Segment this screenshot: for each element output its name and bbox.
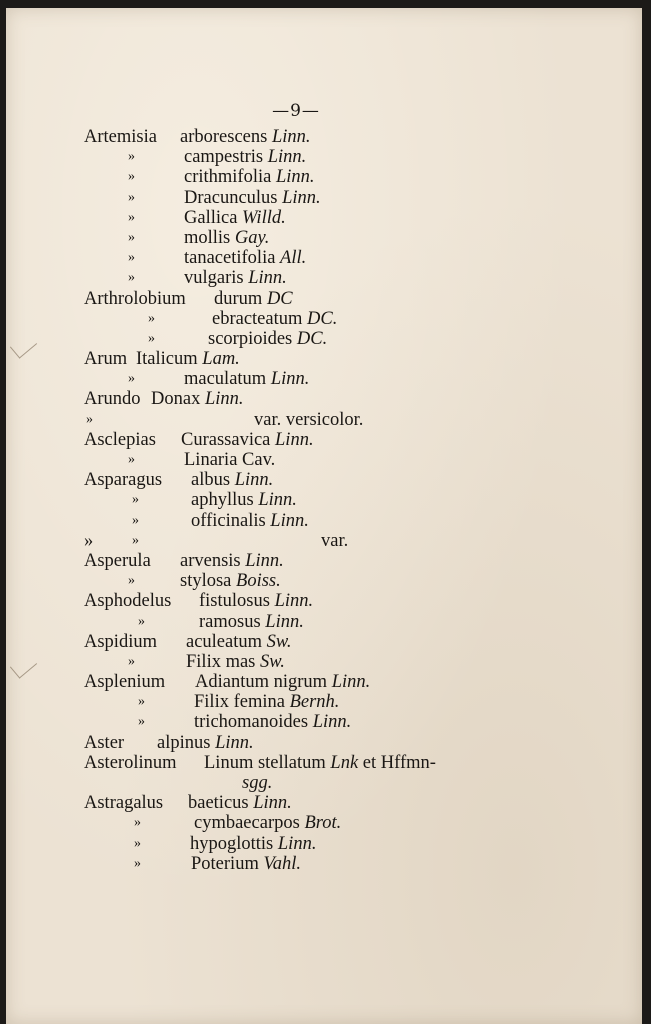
author-abbreviation: Linn. — [270, 510, 309, 531]
author-abbreviation: Linn. — [258, 490, 297, 511]
genus-name: Artemisia — [84, 127, 157, 147]
species-epithet: Linum stellatum — [204, 752, 326, 773]
species-epithet-group — [136, 349, 240, 369]
species-epithet: scorpioides — [208, 328, 293, 349]
author-abbreviation: Linn. — [270, 369, 310, 390]
genus-name: Arthrolobium — [84, 288, 186, 309]
list-item — [76, 470, 526, 490]
author-abbreviation: Linn. — [267, 147, 307, 168]
author-abbreviation: DC. — [307, 308, 338, 329]
ditto-mark: » — [128, 452, 135, 467]
species-epithet-group — [184, 188, 321, 208]
list-item — [76, 349, 526, 369]
genus-name: Astragalus — [84, 793, 164, 814]
ditto-mark: » — [148, 310, 155, 326]
species-epithet: cymbaecarpos — [194, 813, 300, 834]
list-item — [76, 652, 526, 672]
author-abbreviation: Lnk — [330, 752, 359, 773]
species-epithet: stylosa — [180, 571, 232, 592]
list-item — [76, 228, 526, 248]
list-item — [76, 389, 526, 409]
species-epithet: mollis — [184, 227, 231, 248]
genus-name: Arundo — [84, 389, 141, 410]
author-abbreviation: Linn. — [275, 167, 315, 188]
species-epithet-group — [84, 531, 93, 551]
species-epithet-group — [199, 591, 313, 611]
list-item — [76, 571, 526, 591]
genus-name: Asperula — [84, 550, 151, 571]
species-epithet-group — [151, 389, 244, 409]
species-epithet-group — [191, 470, 273, 490]
ditto-mark: » — [128, 149, 135, 165]
list-item — [76, 632, 526, 652]
species-epithet: hypoglottis — [190, 833, 274, 854]
entry-note: var. versicolor. — [254, 409, 364, 430]
entry-note: sgg. — [242, 773, 273, 793]
genus-name: Aspidium — [84, 631, 157, 652]
ditto-mark: » — [138, 714, 145, 730]
author-abbreviation: Linn. — [274, 591, 314, 612]
species-epithet: arborescens — [180, 127, 268, 147]
genus-name: Asterolinum — [84, 752, 177, 773]
species-epithet: durum — [214, 288, 263, 309]
species-epithet: Poterium — [191, 853, 259, 874]
list-item — [76, 450, 526, 470]
species-epithet: Italicum — [136, 349, 198, 370]
ditto-mark: » — [128, 573, 135, 589]
species-epithet: trichomanoides — [194, 712, 309, 733]
list-item — [76, 188, 526, 208]
list-item — [76, 490, 526, 510]
genus-name: Aster — [84, 732, 125, 753]
ditto-mark: » — [134, 835, 141, 851]
author-abbreviation: Linn. — [248, 268, 287, 289]
list-item — [76, 511, 526, 531]
author-abbreviation: Brot. — [304, 813, 342, 834]
genus-name: Asplenium — [84, 672, 166, 693]
author-abbreviation: Sw. — [266, 631, 292, 652]
genus-name: Arum — [84, 349, 128, 370]
list-item — [76, 430, 526, 450]
list-item — [76, 733, 526, 753]
page-edge-mark — [10, 332, 37, 358]
species-epithet-group — [180, 127, 311, 147]
entry-note: Cav. — [242, 450, 276, 470]
list-item — [76, 612, 526, 632]
ditto-mark: » — [128, 229, 135, 245]
species-epithet: Filix mas — [186, 651, 256, 672]
ditto-mark: » — [132, 492, 139, 508]
ditto-mark: » — [134, 815, 141, 831]
species-epithet-group — [194, 813, 341, 833]
list-item — [76, 167, 526, 187]
species-epithet-group — [180, 551, 284, 571]
ditto-mark: » — [132, 532, 139, 548]
species-epithet: officinalis — [191, 510, 266, 531]
list-item — [76, 369, 526, 389]
species-epithet: Linaria — [184, 450, 238, 470]
species-epithet: » — [84, 530, 94, 551]
species-list — [76, 127, 526, 874]
list-item — [76, 531, 526, 551]
species-epithet-group — [194, 712, 351, 732]
species-epithet-group — [188, 793, 292, 813]
author-abbreviation: Linn. — [271, 127, 311, 147]
species-epithet: Gallica — [184, 207, 238, 228]
ditto-mark: » — [138, 613, 145, 629]
species-epithet-group — [208, 329, 327, 349]
ditto-mark: » — [86, 411, 93, 427]
entry-note: et Hffmn- — [362, 752, 436, 773]
list-item — [76, 248, 526, 268]
species-epithet: aphyllus — [191, 490, 254, 511]
species-epithet-group — [184, 369, 309, 389]
species-epithet-group — [184, 268, 287, 288]
species-epithet: arvensis — [180, 550, 241, 571]
list-item — [76, 813, 526, 833]
species-epithet: Filix femina — [194, 692, 285, 713]
species-epithet: Donax — [151, 389, 201, 410]
species-epithet-group — [186, 652, 285, 672]
genus-name: Asphodelus — [84, 591, 172, 612]
species-epithet-group — [199, 612, 304, 632]
species-epithet-group — [214, 289, 293, 309]
list-item — [76, 793, 526, 813]
author-abbreviation: Linn. — [215, 732, 254, 753]
page-number: —9— — [272, 101, 320, 121]
list-item — [76, 127, 526, 147]
species-epithet: ramosus — [199, 611, 261, 632]
ditto-mark: » — [128, 250, 135, 266]
species-epithet-group — [186, 632, 291, 652]
species-epithet: Curassavica — [181, 429, 271, 450]
author-abbreviation: Linn. — [312, 712, 352, 733]
list-item — [76, 591, 526, 611]
ditto-mark: » — [128, 270, 135, 286]
list-item — [76, 309, 526, 329]
author-abbreviation: Linn. — [282, 187, 321, 208]
author-abbreviation: Linn. — [331, 672, 371, 693]
species-epithet-group — [190, 834, 316, 854]
list-item — [76, 329, 526, 349]
species-epithet: aculeatum — [186, 631, 263, 652]
author-abbreviation: Linn. — [245, 550, 284, 571]
species-epithet: alpinus — [157, 732, 211, 753]
genus-name: Asclepias — [84, 429, 156, 450]
species-epithet-group — [180, 571, 281, 591]
author-abbreviation: Boiss. — [236, 571, 281, 592]
author-abbreviation: Linn. — [253, 793, 292, 814]
ditto-mark: » — [128, 653, 135, 669]
author-abbreviation: Willd. — [242, 207, 286, 228]
species-epithet-group — [184, 167, 315, 187]
species-epithet: campestris — [184, 147, 264, 168]
species-epithet: albus — [191, 470, 231, 491]
species-epithet-group — [191, 854, 301, 874]
ditto-mark: » — [128, 189, 135, 205]
species-epithet: maculatum — [184, 369, 267, 390]
ditto-mark: » — [132, 512, 139, 528]
species-epithet: vulgaris — [184, 268, 244, 289]
author-abbreviation: Bernh. — [289, 692, 340, 713]
ditto-mark: » — [134, 855, 141, 871]
ditto-mark: » — [138, 694, 145, 710]
species-epithet: baeticus — [188, 793, 249, 814]
species-epithet-group — [184, 228, 269, 248]
list-item — [76, 672, 526, 692]
list-item — [76, 712, 526, 732]
list-item — [76, 410, 526, 430]
genus-name: Asparagus — [84, 470, 163, 491]
species-epithet-group — [184, 450, 275, 470]
ditto-mark: » — [128, 371, 135, 387]
ditto-mark: » — [128, 169, 135, 185]
species-epithet: tanacetifolia — [184, 248, 276, 269]
list-item — [76, 208, 526, 228]
species-epithet: ebracteatum — [212, 308, 303, 329]
list-item — [76, 551, 526, 571]
entry-note: var. — [321, 530, 349, 551]
list-item — [76, 854, 526, 874]
species-epithet-group — [195, 672, 370, 692]
species-epithet-group — [204, 753, 436, 773]
species-epithet-group — [191, 511, 309, 531]
author-abbreviation: DC. — [296, 328, 328, 349]
author-abbreviation: Linn. — [277, 833, 317, 854]
species-epithet-group — [184, 147, 306, 167]
ditto-mark: » — [128, 209, 135, 225]
species-epithet-group — [184, 248, 306, 268]
page-edge-mark — [10, 652, 37, 678]
list-item — [76, 289, 526, 309]
author-abbreviation: Vahl. — [263, 853, 301, 874]
author-abbreviation: All. — [280, 248, 307, 269]
list-item — [76, 147, 526, 167]
author-abbreviation: Linn. — [204, 389, 244, 410]
list-item — [76, 268, 526, 288]
species-epithet-group — [181, 430, 314, 450]
species-epithet-group — [194, 692, 339, 712]
author-abbreviation: Sw. — [260, 651, 285, 672]
author-abbreviation: Linn. — [265, 611, 304, 632]
species-epithet-group — [184, 208, 286, 228]
ditto-mark: » — [148, 330, 155, 346]
species-epithet: crithmifolia — [184, 167, 272, 188]
species-epithet: Dracunculus — [184, 187, 278, 208]
author-abbreviation: Linn. — [234, 470, 274, 491]
list-item — [76, 753, 526, 773]
list-item — [76, 692, 526, 712]
author-abbreviation: DC — [266, 288, 293, 309]
species-epithet: fistulosus — [199, 591, 270, 612]
author-abbreviation: Gay. — [234, 227, 270, 248]
list-item — [76, 773, 526, 793]
species-epithet: Adiantum nigrum — [195, 672, 328, 693]
species-epithet-group — [212, 309, 337, 329]
species-epithet-group — [191, 490, 297, 510]
species-epithet-group — [157, 733, 254, 753]
author-abbreviation: Lam. — [202, 349, 240, 370]
author-abbreviation: Linn. — [275, 429, 314, 450]
list-item — [76, 834, 526, 854]
